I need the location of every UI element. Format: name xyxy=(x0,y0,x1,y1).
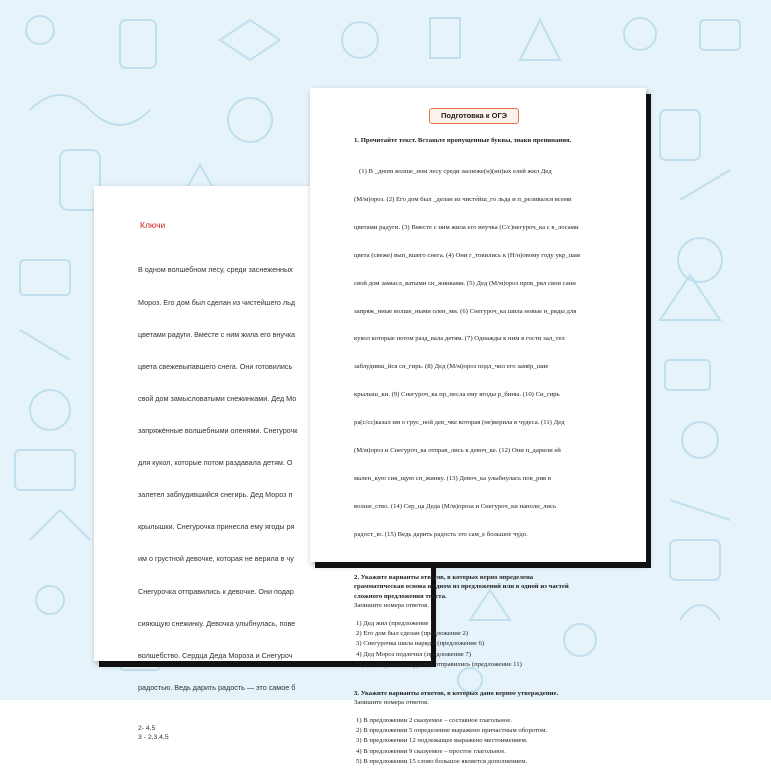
story-line: Мороз. Его дом был сделан из чистейшего льд xyxy=(138,297,296,307)
task1-line: (М/м)ороз. (2) Его дом был _делан из чисте́йш_го льда и п_реливался всеми xyxy=(354,195,572,203)
story-line: волшебство. Сердца Деда Мороза и Снегуроч xyxy=(138,650,293,660)
task3-note: Запишите номера ответов. xyxy=(354,699,429,707)
task1-title: 1. Прочитайте текст. Вставьте пропущенные буквы, знаки препинания. xyxy=(354,137,572,144)
task1-line: кукол которые потом разд_вала детям. (7) Однажды к ним в гости зал_тел xyxy=(354,335,565,343)
task3-option: 2) В предложении 5 определение выражено причастным оборотом. xyxy=(356,727,548,734)
story-line: для кукол, которые потом раздавала детям. О xyxy=(138,458,293,468)
worksheet-page xyxy=(310,88,646,766)
story-line: запряжённые волшебными оленями. Снегурочк xyxy=(138,425,298,435)
task2-note: Запишите номера ответов. xyxy=(354,602,429,610)
task1-line: ра(с/сс)казал им о грус_ной дев_чке которая (не)верила в чудеса. (11) Дед xyxy=(354,419,565,427)
story-line: сияющую снежинку. Девочка улыбнулась, пове xyxy=(138,618,296,628)
task2-option: 1) Дед жил (предложение 1) xyxy=(356,619,436,627)
task3-option: 5) В предложении 15 слово большое является дополнением. xyxy=(356,758,528,766)
story-line: залетел заблудившийся снегирь. Дед Мороз п xyxy=(138,490,293,500)
task1-line: волшe_ство. (14) Сер_ца Деда (М/м)ороза и Снегуроч_ки наполн_лись xyxy=(354,502,557,510)
story-line: крылышки. Снегурочка принесла ему ягоды ря xyxy=(138,522,295,532)
story-line: радостью. Ведь дарить радость — это самое б xyxy=(138,682,296,692)
task2-option: 5) Дед Мороз и снегурочка отправились (предложение 11) xyxy=(356,661,522,669)
worksheet-content xyxy=(354,136,624,768)
task1-line: (1) В _днom волше_ном лесу среди заснеже(н)(нн)ых елей жил Дед xyxy=(354,168,552,176)
task2-option: 3) Снегурочка шила наряды (предложение 6) xyxy=(356,640,485,648)
task3-option: 4) В предложении 9 сказуемое – простое глагольное. xyxy=(356,747,507,755)
task1-line: цветами радуги. (3) Вместе с ним жила его внучка (С/с)негуроч_ка с в_лосами xyxy=(354,223,579,231)
task1-line: запряж_нные волше_ными олен_ми. (6) Снегуроч_ка шила новые н_ряды для xyxy=(354,307,577,315)
story-line: Снегурочка отправились к девочке. Они подар xyxy=(138,586,294,596)
story-line: им о грустной девочке, которая не верила в чу xyxy=(138,554,294,564)
task1-line: свой дом замысл_ватыми сн_жинками. (5) Дед (М/м)ороз пров_рял свои сани xyxy=(354,279,576,287)
task2-options xyxy=(354,619,624,671)
story-line: цвета свежевыпавшего снега. Они готовились xyxy=(138,361,293,371)
task3-option: 3) В предложении 12 подлежащее выражено местоимением. xyxy=(356,737,528,745)
task1-line: крылыш_ки. (9) Снегуроч_ка пр_несла ему ягоды р_бины. (10) Сн_гирь xyxy=(354,391,560,399)
task3-option: 1) В предложении 2 сказуемое – составное глагольное. xyxy=(356,716,512,724)
answer-line: 2- 4,5 xyxy=(138,724,156,732)
task1-text xyxy=(354,149,624,558)
task1-line: (М/м)ороз и Снегуроч_ка отправ_лись к девоч_ке. (12) Они п_дарили ей xyxy=(354,447,561,454)
task1-line: радост_ю. (15) Ведь дарить радость это сам_е большое чудо. xyxy=(354,530,528,538)
task1-line: цвета (свеже) вып_вшего снега. (4) Они г_товились к (Н/н)овому году укр_шая xyxy=(354,251,580,259)
task2-option: 4) Дед Мороз подлечил (предложение 7) xyxy=(356,650,472,658)
task1-line: заблудивш_йся сн_гирь. (8) Дед (М/м)ороз подл_чил его замёр_шие xyxy=(354,363,549,371)
task3-title: 3. Укажите варианты ответов, в которых дано верное утверждение. xyxy=(354,689,559,697)
story-line: В одном волшебном лесу, среди заснеженных xyxy=(138,265,293,275)
task2-title: 2. Укажите варианты ответов, в которых верно определена грамматическая основа в одном из предложений или в одной из частей сложного предложения текста. xyxy=(354,573,569,600)
task2-option: 2) Его дом был сделан (предложение 2) xyxy=(356,629,469,637)
task3-options xyxy=(354,716,624,768)
task1-line: мален_кую сия_щую сн_жинку. (13) Девоч_ка улыбнулась пов_рив в xyxy=(354,474,552,482)
keys-title: Ключи xyxy=(140,220,166,230)
story-line: цветами радуги. Вместе с ним жила его внучка xyxy=(138,329,296,339)
page-title-badge: Подготовка к ОГЭ xyxy=(429,108,519,124)
answer-line: 3 - 2,3,4,5 xyxy=(138,734,169,742)
story-line: свой дом замысловатыми снежинками. Дед Мо xyxy=(138,393,297,403)
